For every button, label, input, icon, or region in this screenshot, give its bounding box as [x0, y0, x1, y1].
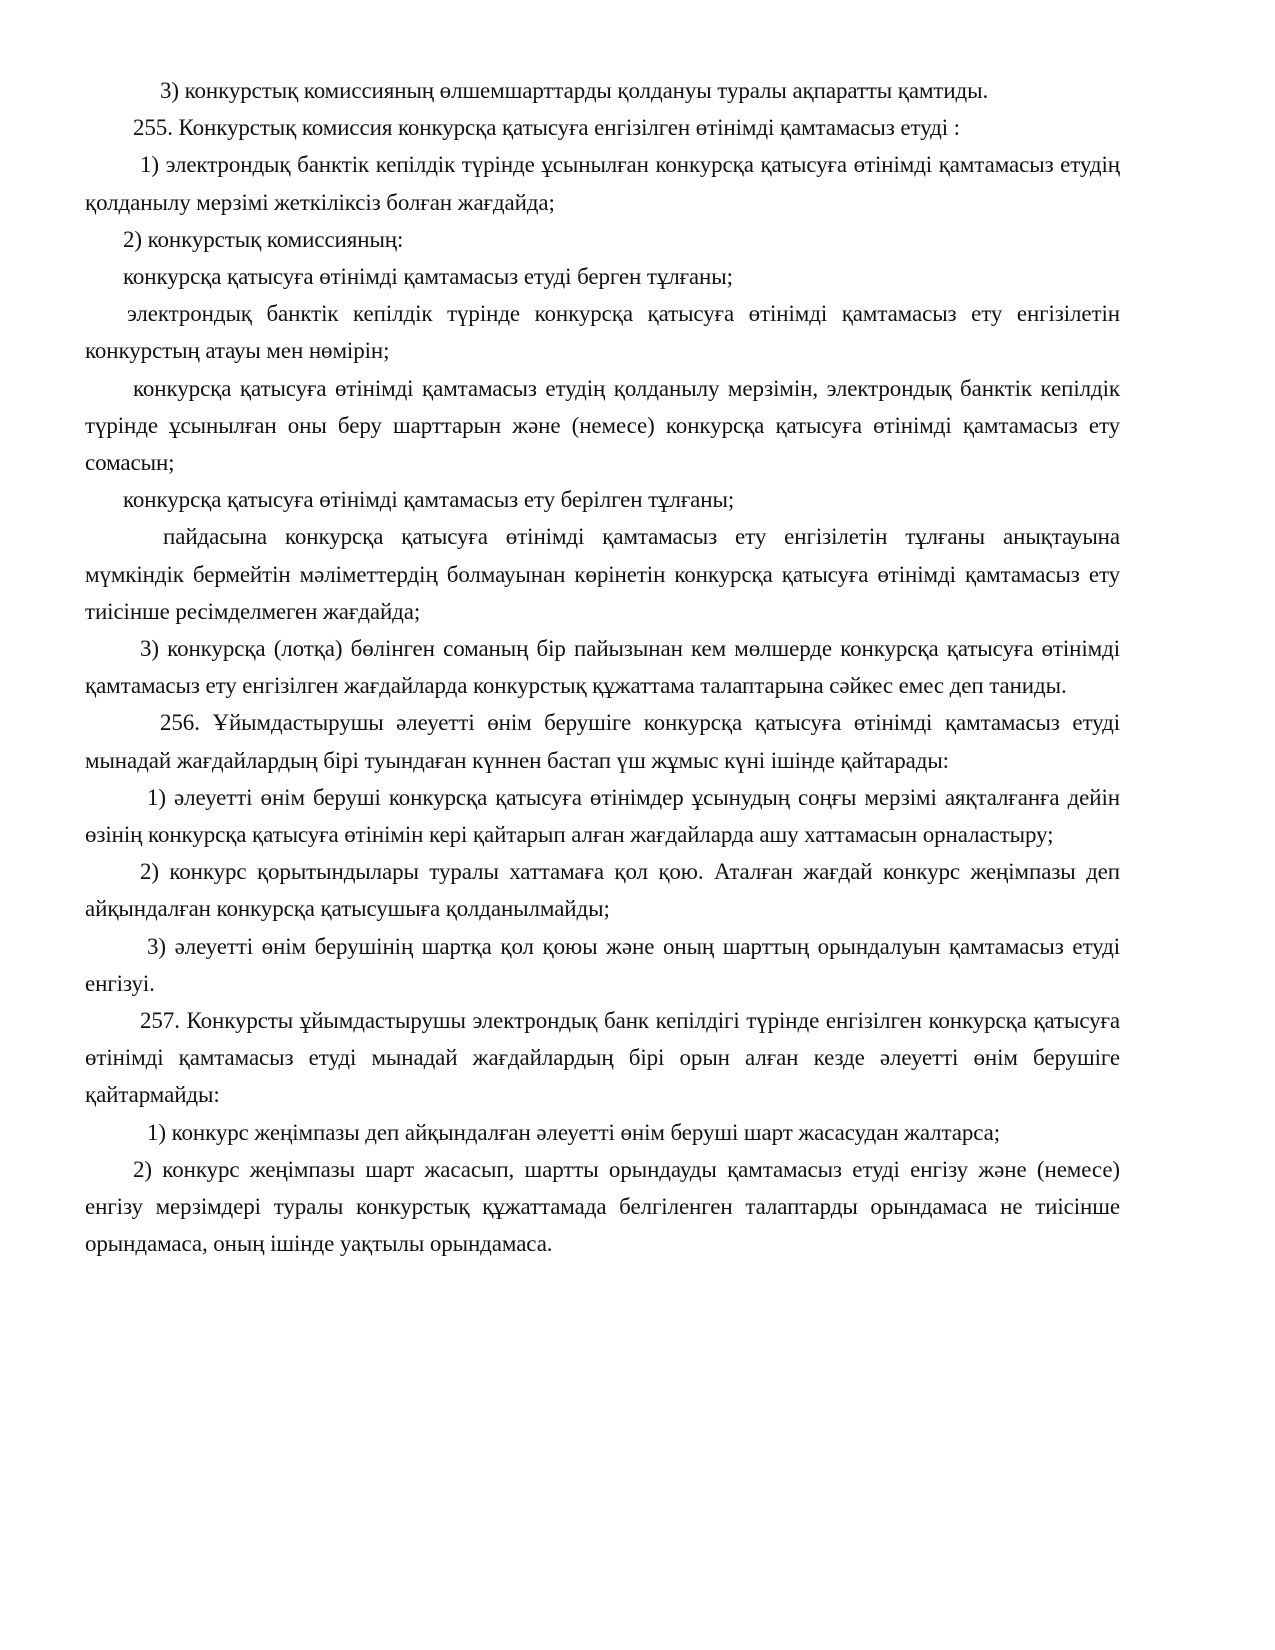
paragraph-256-item-3: 3) әлеуетті өнім берушінің шартқа қол қоюы және оның шарттың орындалуын қамтамасыз етуді енгізуі.: [85, 933, 1120, 996]
paragraph-255-item-2: 2) конкурстық комиссияның:: [123, 226, 404, 252]
paragraph-255-heading: 255. Конкурстық комиссия конкурсқа қатысуға енгізілген өтінімді қамтамасыз етуді :: [133, 115, 960, 141]
paragraph-256-heading: 256. Ұйымдастырушы әлеуетті өнім берушіге конкурсқа қатысуға өтінімді қамтамасыз етуді мынадай жағдайлардың бірі туындаған күннен бастап үш жұмыс күні ішінде қайтарады:: [85, 710, 1120, 773]
paragraph-item-3-criteria-info: 3) конкурстық комиссияның өлшемшарттарды қолдануы туралы ақпаратты қамтиды.: [160, 78, 989, 103]
paragraph-255-item-1: 1) электрондық банктік кепілдік түрінде ұсынылған конкурсқа қатысуға өтінімді қамтамасыз етудің қолданылу мерзімі жеткіліксіз болған жағдайда;: [85, 152, 1120, 215]
paragraph-257-item-1: 1) конкурс жеңімпазы деп айқындалған әлеуетті өнім беруші шарт жасасудан жалтарса;: [147, 1119, 1001, 1145]
paragraph-255-item-2-sub-4: конкурсқа қатысуға өтінімді қамтамасыз ету берілген тұлғаны;: [123, 487, 735, 513]
paragraph-255-item-2-sub-5: пайдасына конкурсқа қатысуға өтінімді қамтамасыз ету енгізілетін тұлғаны анықтауына мүмкіндік бермейтін мәліметтердің болмауынан көрінетін конкурсқа қатысуға өтінімді қамтамасыз ету тиісінше ресімделмеген жағдайда;: [85, 524, 1120, 624]
paragraph-255-item-2-sub-2: электрондық банктік кепілдік түрінде конкурсқа қатысуға өтінімді қамтамасыз ету енгізілетін конкурстың атауы мен нөмірін;: [85, 301, 1120, 364]
document-page: [85, 72, 1120, 1263]
paragraph-256-item-1: 1) әлеуетті өнім беруші конкурсқа қатысуға өтінімдер ұсынудың соңғы мерзімі аяқталғанға дейін өзінің конкурсқа қатысуға өтінімін кері қайтарып алған жағдайларда ашу хаттамасын орналастыру;: [85, 784, 1120, 848]
paragraph-255-item-2-sub-1: конкурсқа қатысуға өтінімді қамтамасыз етуді берген тұлғаны;: [123, 264, 733, 290]
paragraph-257-heading: 257. Конкурсты ұйымдастырушы электрондық банк кепілдігі түрінде енгізілген конкурсқа қатысуға өтінімді қамтамасыз етуді мынадай жағдайлардың бірі орын алған кезде әлеуетті өнім берушіге қайтармайды:: [85, 1008, 1120, 1108]
paragraph-256-item-2: 2) конкурс қорытындылары туралы хаттамаға қол қою. Аталған жағдай конкурс жеңімпазы деп айқындалған конкурсқа қатысушыға қолданылмайды;: [85, 859, 1120, 922]
paragraph-255-item-3: 3) конкурсқа (лотқа) бөлінген соманың бір пайызынан кем мөлшерде конкурсқа қатысуға өтінімді қамтамасыз ету енгізілген жағдайларда конкурстық құжаттама талаптарына сәйкес емес деп таниды.: [85, 636, 1120, 699]
paragraph-255-item-2-sub-3: конкурсқа қатысуға өтінімді қамтамасыз етудің қолданылу мерзімін, электрондық банктік кепілдік түрінде ұсынылған оны беру шарттарын және (немесе) конкурсқа қатысуға өтінімді қамтамасыз ету сомасын;: [85, 375, 1120, 476]
paragraph-257-item-2: 2) конкурс жеңімпазы шарт жасасып, шартты орындауды қамтамасыз етуді енгізу және (немесе) енгізу мерзімдері туралы конкурстық құжаттамада белгіленген талаптарды орындамаса не тиісінше орындамаса, оның ішінде уақтылы орындамаса.: [85, 1156, 1120, 1257]
